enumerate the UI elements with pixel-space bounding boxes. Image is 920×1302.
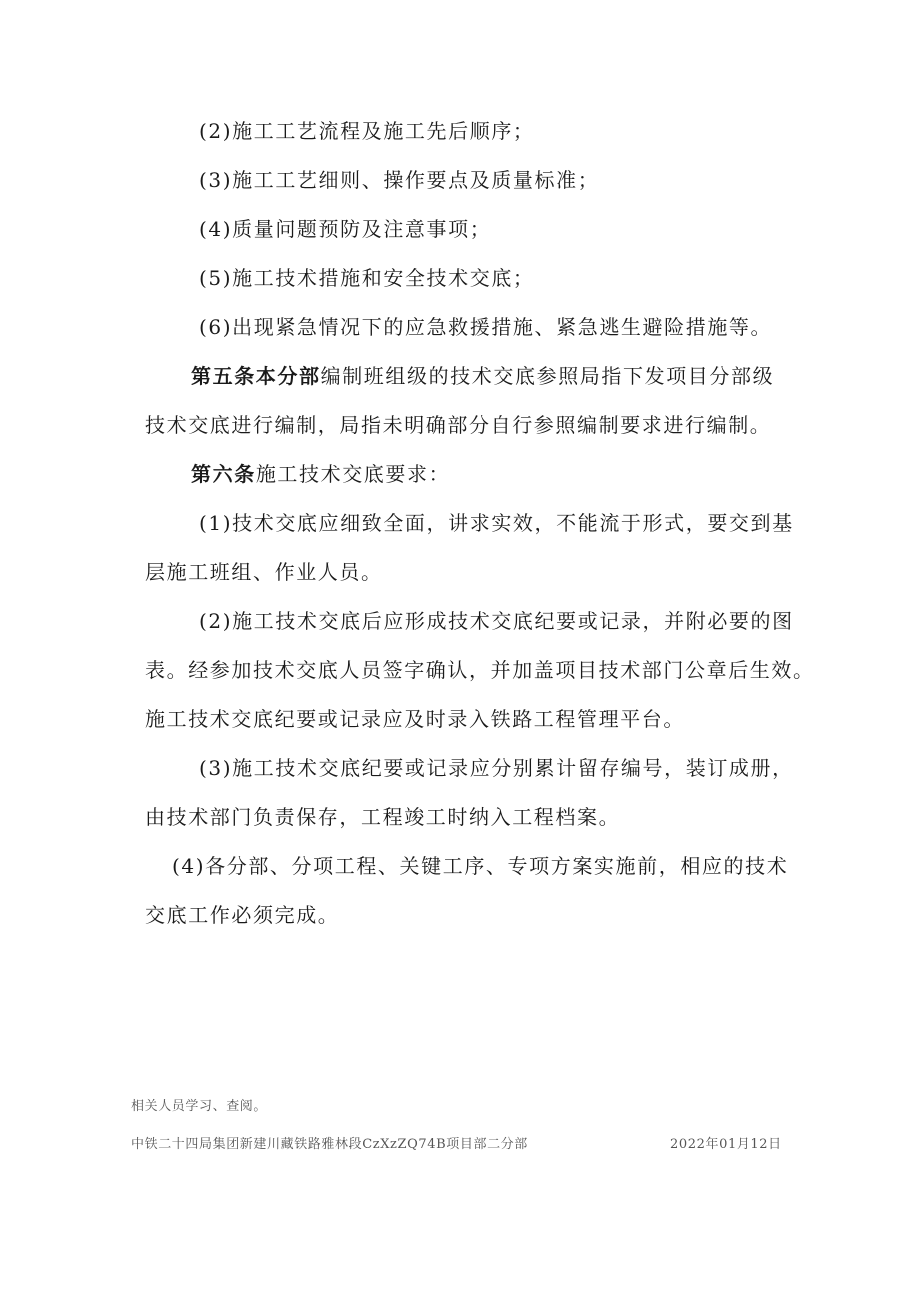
requirement-3-line-2: 由技术部门负责保存，工程竣工时纳入工程档案。 bbox=[145, 805, 621, 829]
requirement-2-line-1: (2)施工技术交底后应形成技术交底纪要或记录，并附必要的图 bbox=[199, 609, 794, 633]
article-5-text: 编制班组级的技术交底参照局指下发项目分部级 bbox=[320, 364, 775, 388]
article-6-heading-line bbox=[191, 460, 841, 488]
paragraph-item-5: (5)施工技术措施和安全技术交底； bbox=[199, 266, 535, 290]
requirement-1-line-2: 层施工班组、作业人员。 bbox=[145, 560, 383, 584]
requirement-3-line-1: (3)施工技术交底纪要或记录应分别累计留存编号，装订成册， bbox=[199, 756, 794, 780]
article-5-line-1 bbox=[191, 362, 841, 390]
article-6-text: 施工技术交底要求： bbox=[255, 462, 451, 486]
paragraph-item-2: (2)施工工艺流程及施工先后顺序； bbox=[199, 119, 535, 143]
article-5-line-2: 技术交底进行编制，局指未明确部分自行参照编制要求进行编制。 bbox=[145, 413, 772, 437]
requirement-1-line-1: (1)技术交底应细致全面，讲求实效，不能流于形式，要交到基 bbox=[199, 511, 794, 535]
article-6-heading: 第六条 bbox=[191, 462, 256, 486]
paragraph-item-3: (3)施工工艺细则、操作要点及质量标准； bbox=[199, 168, 600, 192]
paragraph-item-6: (6)出现紧急情况下的应急救援措施、紧急逃生避险措施等。 bbox=[199, 315, 773, 339]
paragraph-item-4: (4)质量问题预防及注意事项； bbox=[199, 217, 492, 241]
requirement-2-line-2: 表。经参加技术交底人员签字确认，并加盖项目技术部门公章后生效。 bbox=[145, 658, 815, 682]
footer-organization: 中铁二十四局集团新建川藏铁路雅林段CzXzZQ74B项目部二分部 bbox=[131, 1137, 528, 1152]
article-5-heading: 第五条本分部 bbox=[191, 364, 321, 388]
requirement-4-line-2: 交底工作必须完成。 bbox=[145, 903, 340, 927]
requirement-4-line-1: (4)各分部、分项工程、关键工序、专项方案实施前，相应的技术 bbox=[172, 854, 789, 878]
footer-date: 2022年01月12日 bbox=[670, 1137, 782, 1152]
footer-note: 相关人员学习、查阅。 bbox=[131, 1099, 268, 1114]
requirement-2-line-3: 施工技术交底纪要或记录应及时录入铁路工程管理平台。 bbox=[145, 707, 685, 731]
